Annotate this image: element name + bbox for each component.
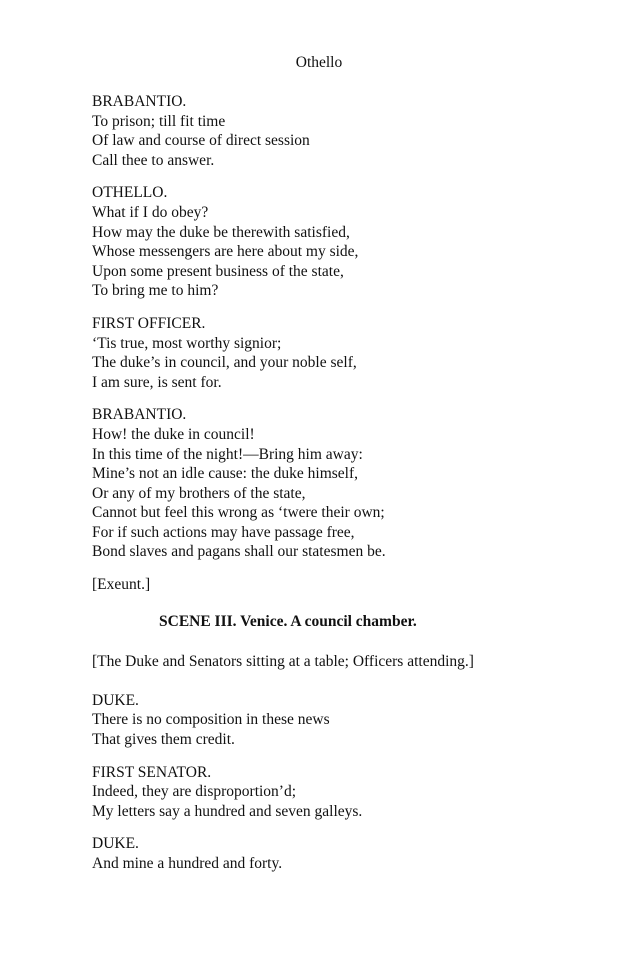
verse-line: Cannot but feel this wrong as ‘twere their own; — [92, 504, 385, 522]
verse-line: That gives them credit. — [92, 731, 235, 749]
verse-line: I am sure, is sent for. — [92, 373, 222, 391]
scene-heading: SCENE III. Venice. A council chamber. — [159, 612, 417, 630]
verse-line: Of law and course of direct session — [92, 132, 310, 150]
verse-line: The duke’s in council, and your noble self, — [92, 354, 357, 372]
speaker-name: FIRST SENATOR. — [92, 763, 212, 781]
speech-brabantio-1 — [92, 92, 592, 170]
verse-line: Mine’s not an idle cause: the duke himself, — [92, 465, 359, 483]
verse-line: For if such actions may have passage free, — [92, 523, 355, 541]
speaker-name: OTHELLO. — [92, 184, 168, 202]
speech-first-senator — [92, 763, 592, 822]
speech-othello — [92, 183, 592, 301]
speaker-name: BRABANTIO. — [92, 406, 187, 424]
verse-line: My letters say a hundred and seven galleys. — [92, 802, 363, 820]
verse-line: There is no composition in these news — [92, 711, 330, 729]
scene-stage-direction — [92, 652, 592, 672]
verse-line: Upon some present business of the state, — [92, 262, 344, 280]
verse-line: ‘Tis true, most worthy signior; — [92, 334, 282, 352]
verse-line: And mine a hundred and forty. — [92, 855, 283, 872]
speech-brabantio-2 — [92, 405, 592, 562]
verse-line: Or any of my brothers of the state, — [92, 484, 306, 502]
speech-duke-2 — [92, 834, 592, 873]
verse-line: Bond slaves and pagans shall our statesmen be. — [92, 543, 386, 561]
speech-duke-1 — [92, 691, 592, 750]
verse-line: Whose messengers are here about my side, — [92, 243, 359, 261]
play-text — [92, 92, 592, 887]
stage-direction-text: [The Duke and Senators sitting at a table; Officers attending.] — [92, 653, 474, 671]
exeunt-direction — [92, 575, 592, 595]
speaker-name: FIRST OFFICER. — [92, 314, 206, 332]
verse-line: How! the duke in council! — [92, 425, 255, 443]
speaker-name: BRABANTIO. — [92, 93, 187, 110]
verse-line: What if I do obey? — [92, 203, 209, 221]
speaker-name: DUKE. — [92, 835, 139, 853]
verse-line: To prison; till fit time — [92, 112, 226, 130]
verse-line: To bring me to him? — [92, 282, 219, 300]
verse-line: Indeed, they are disproportion’d; — [92, 783, 297, 801]
verse-line: How may the duke be therewith satisfied, — [92, 223, 350, 241]
running-title: Othello — [295, 54, 343, 71]
verse-line: In this time of the night!—Bring him away: — [92, 445, 363, 463]
stage-direction-exeunt: [Exeunt.] — [92, 576, 151, 594]
verse-line: Call thee to answer. — [92, 151, 215, 169]
speaker-name: DUKE. — [92, 691, 139, 709]
speech-first-officer — [92, 314, 592, 392]
